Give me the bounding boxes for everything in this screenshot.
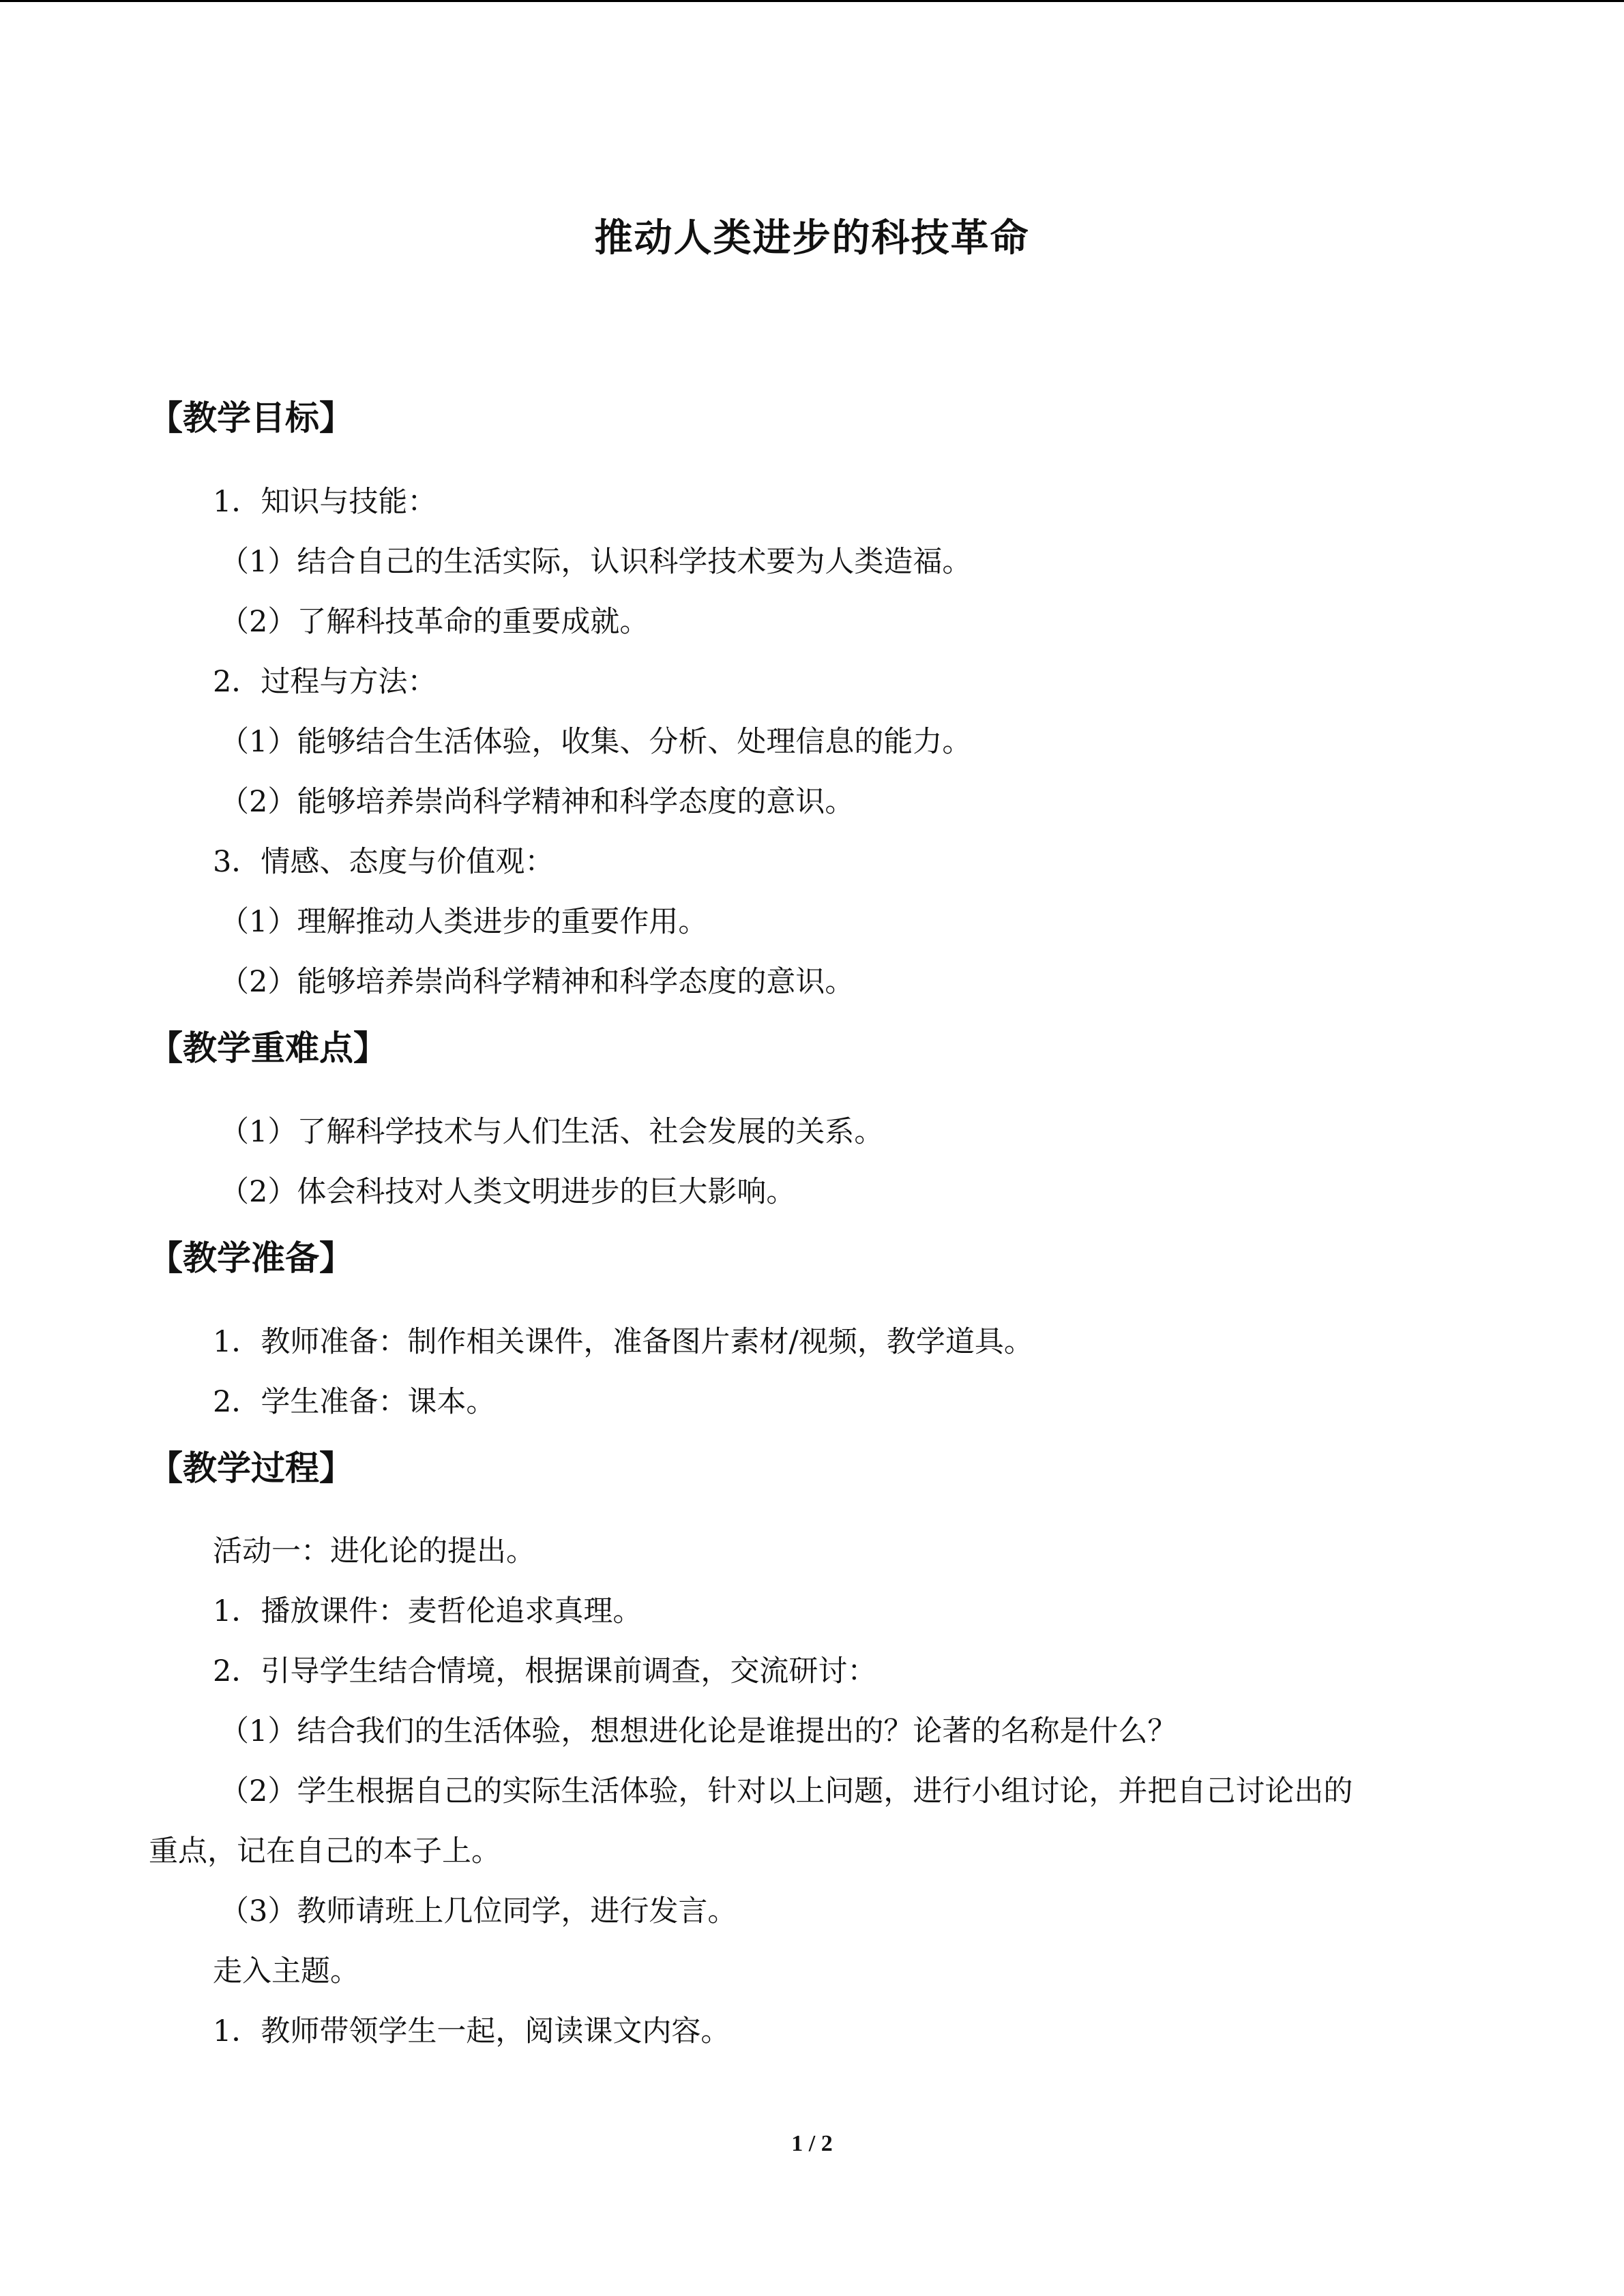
objectives-line-2: （1）结合自己的生活实际，认识科学技术要为人类造福。 [220,545,972,579]
top-border-line [0,0,1624,2]
page-number: 1 / 2 [791,2131,833,2156]
objectives-line-5: （1）能够结合生活体验，收集、分析、处理信息的能力。 [220,725,972,759]
section-heading-key-points: 【教学重难点】 [149,1028,387,1068]
objectives-line-9: （2）能够培养崇尚科学精神和科学态度的意识。 [220,965,855,999]
preparation-line-2: 2．学生准备：课本。 [213,1385,496,1419]
key-points-line-2: （2）体会科技对人类文明进步的巨大影响。 [220,1175,796,1209]
objectives-line-3: （2）了解科技革命的重要成就。 [220,605,649,639]
objectives-line-8: （1）理解推动人类进步的重要作用。 [220,905,708,939]
process-line-6: 重点，记在自己的本子上。 [149,1834,501,1868]
process-line-7: （3）教师请班上几位同学，进行发言。 [220,1894,737,1928]
key-points-line-1: （1）了解科学技术与人们生活、社会发展的关系。 [220,1115,884,1149]
process-line-3: 2．引导学生结合情境，根据课前调查，交流研讨： [213,1654,877,1688]
process-line-8: 走入主题。 [213,1954,359,1988]
process-line-9: 1．教师带领学生一起，阅读课文内容。 [213,2014,730,2048]
objectives-line-1: 1．知识与技能： [213,485,437,519]
section-heading-process: 【教学过程】 [149,1448,353,1488]
process-line-5: （2）学生根据自己的实际生活体验，针对以上问题，进行小组讨论，并把自己讨论出的 [220,1774,1353,1808]
preparation-line-1: 1．教师准备：制作相关课件，准备图片素材/视频，教学道具。 [213,1325,1033,1359]
page-title: 推动人类进步的科技革命 [594,216,1030,260]
process-line-1: 活动一：进化论的提出。 [213,1534,535,1568]
objectives-line-6: （2）能够培养崇尚科学精神和科学态度的意识。 [220,785,855,819]
section-heading-preparation: 【教学准备】 [149,1238,353,1278]
process-line-4: （1）结合我们的生活体验，想想进化论是谁提出的？论著的名称是什么？ [220,1714,1177,1748]
objectives-line-7: 3．情感、态度与价值观： [213,845,555,879]
section-heading-objectives: 【教学目标】 [149,398,353,438]
process-line-2: 1．播放课件：麦哲伦追求真理。 [213,1594,643,1628]
objectives-line-4: 2．过程与方法： [213,665,437,699]
